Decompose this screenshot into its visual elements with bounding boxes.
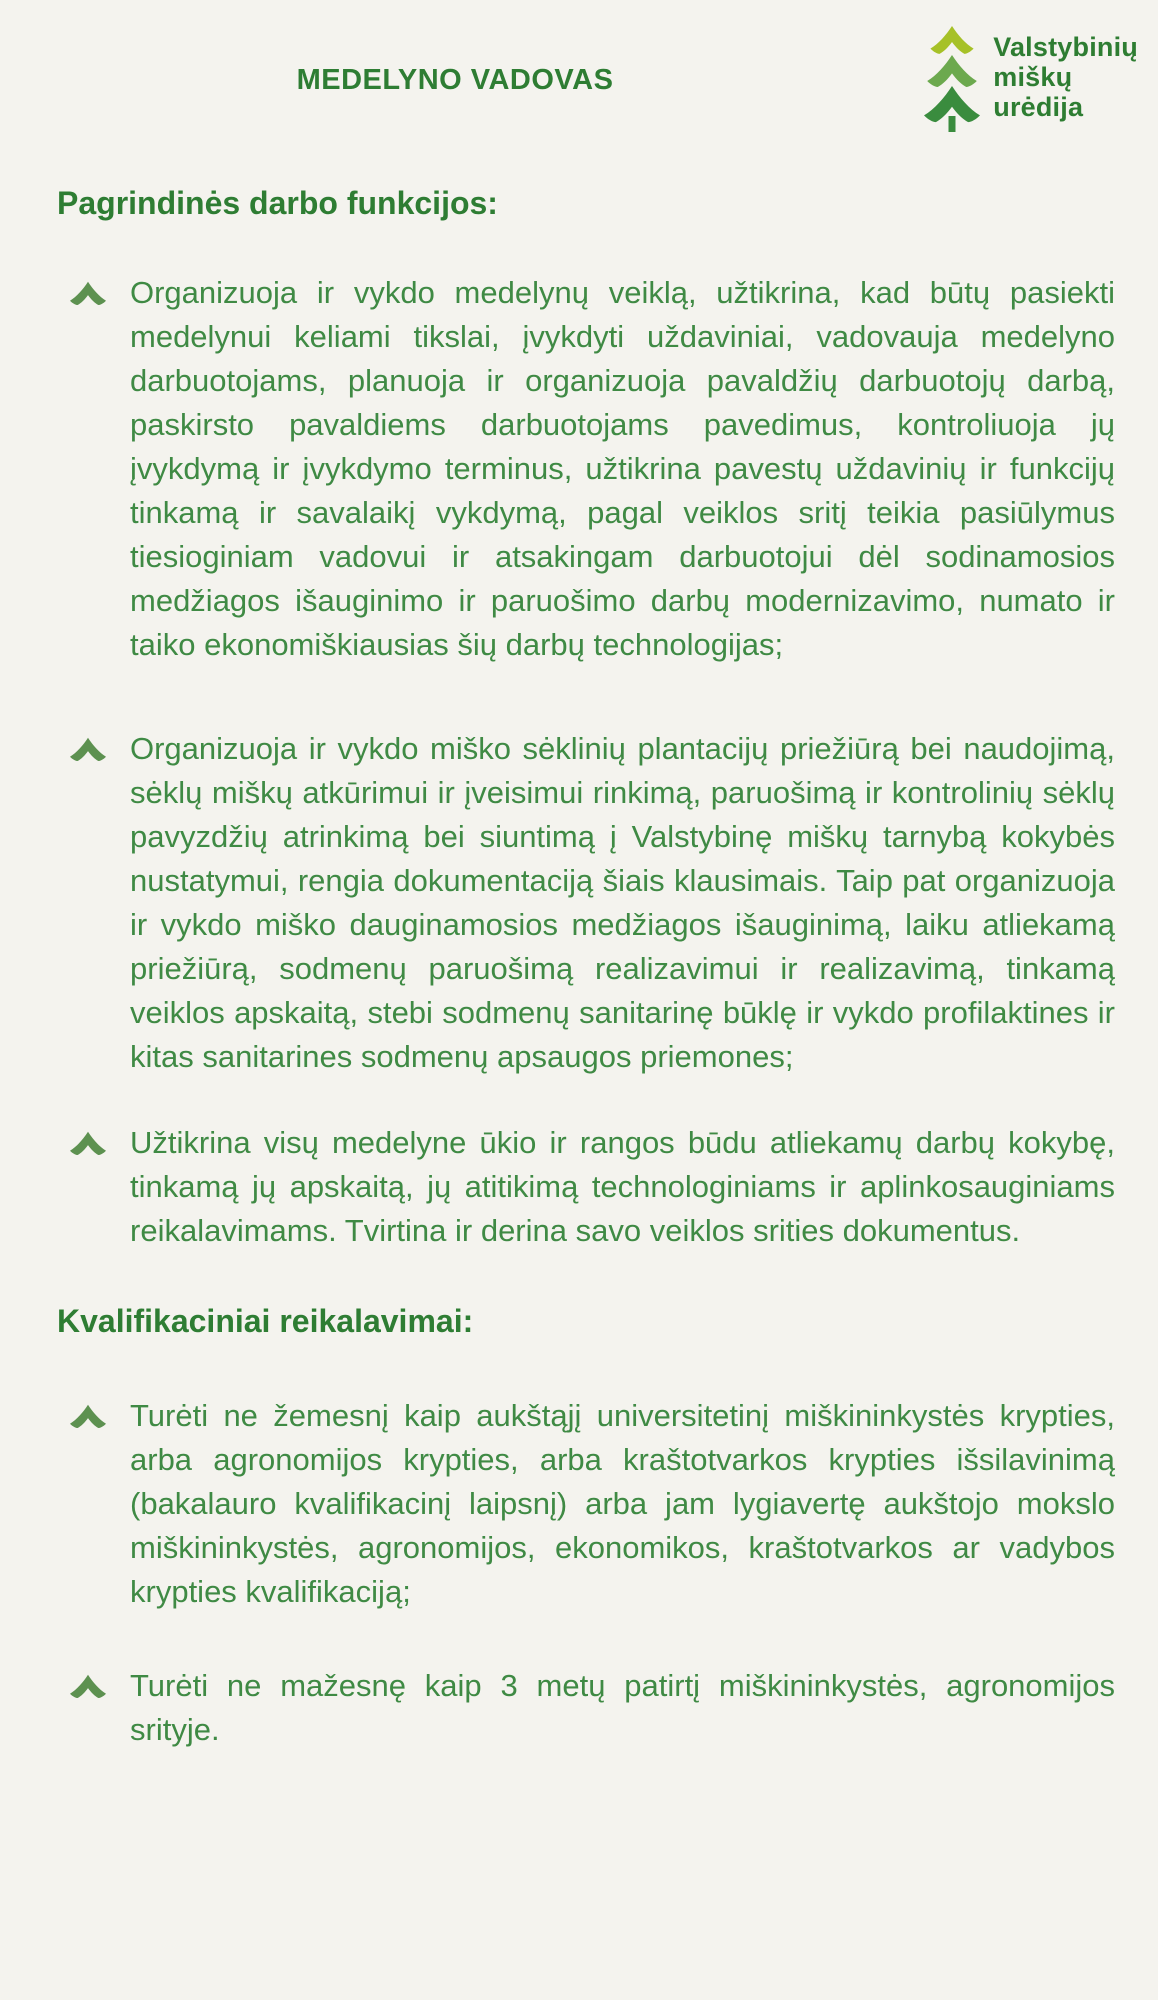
section-qualifications [0, 1303, 1158, 1752]
section-heading-qualifications: Kvalifikaciniai reikalavimai: [57, 1303, 474, 1339]
list-item [130, 1121, 1115, 1253]
functions-list [0, 271, 1158, 1253]
logo-wordmark [993, 24, 1138, 122]
list-item [130, 271, 1115, 667]
list-item [130, 1394, 1115, 1614]
section-main-functions [0, 185, 1158, 1253]
section-heading-functions: Pagrindinės darbo funkcijos: [57, 185, 498, 221]
list-item-text: Turėti ne mažesnę kaip 3 metų patirtį miškininkystės, agronomijos srityje. [130, 1668, 1115, 1747]
logo-word-1: Valstybinių [993, 32, 1138, 62]
tree-branch-bullet-icon [70, 1131, 106, 1156]
list-item-text: Organizuoja ir vykdo medelynų veiklą, užtikrina, kad būtų pasiekti medelynui keliami tikslai, įvykdyti uždaviniai, vadovauja medelyno darbuotojams, planuoja ir organizuoja pavaldžių darbuotojų darbą, paskirsto pavaldiems darbuotojams pavedimus, kontroliuoja jų įvykdymą ir įvykdymo terminus, užtikrina pavestų uždavinių ir funkcijų tinkamą ir savalaikį vykdymą, pagal veiklos sritį teikia pasiūlymus tiesioginiam vadovui ir atsakingam darbuotojui dėl sodinamosios medžiagos išauginimo ir paruošimo darbų modernizavimo, numato ir taiko ekonomiškiausias šių darbų technologijas; [130, 275, 1115, 662]
list-item-text: Užtikrina visų medelyne ūkio ir rangos būdu atliekamų darbų kokybę, tinkamą jų apskaitą, jų atitikimą technologiniams ir aplinkosauginiams reikalavimams. Tvirtina ir derina savo veiklos srities dokumentus. [130, 1125, 1115, 1248]
document-header [0, 0, 1158, 185]
list-item-text: Turėti ne žemesnį kaip aukštąjį universitetinį miškininkystės krypties, arba agronomijos krypties, arba kraštotvarkos krypties išsilavinimą (bakalauro kvalifikacinį laipsnį) arba jam lygiavertę aukštojo mokslo miškininkystės, agronomijos, ekonomikos, kraštotvarkos ar vadybos krypties kvalifikaciją; [130, 1398, 1115, 1609]
logo-word-3: urėdija [993, 92, 1084, 122]
tree-branch-bullet-icon [70, 1404, 106, 1429]
tree-branch-bullet-icon [70, 281, 106, 306]
tree-branch-bullet-icon [70, 1674, 106, 1699]
tree-branch-bullet-icon [70, 737, 106, 762]
list-item [130, 1664, 1115, 1752]
tree-logo-icon [924, 24, 980, 134]
qualifications-list [0, 1394, 1158, 1752]
organization-logo [924, 24, 1138, 134]
list-item [130, 727, 1115, 1079]
list-item-text: Organizuoja ir vykdo miško sėklinių plantacijų priežiūrą bei naudojimą, sėklų miškų atkūrimui ir įveisimui rinkimą, paruošimą ir kontrolinių sėklų pavyzdžių atrinkimą bei siuntimą į Valstybinę miškų tarnybą kokybės nustatymui, rengia dokumentaciją šiais klausimais. Taip pat organizuoja ir vykdo miško dauginamosios medžiagos išauginimą, laiku atliekamą priežiūrą, sodmenų paruošimą realizavimui ir realizavimą, tinkamą veiklos apskaitą, stebi sodmenų sanitarinę būklę ir vykdo profilaktines ir kitas sanitarines sodmenų apsaugos priemones; [130, 731, 1115, 1074]
logo-word-2: miškų [993, 62, 1073, 92]
document-title: MEDELYNO VADOVAS [296, 64, 614, 96]
